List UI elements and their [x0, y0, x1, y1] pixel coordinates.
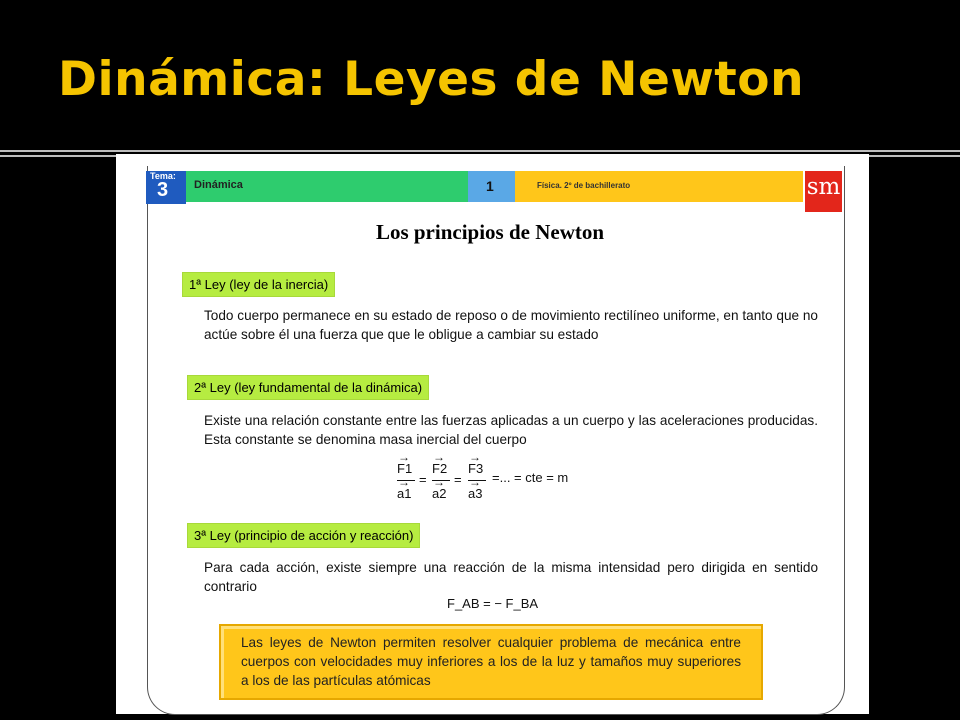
- course-label: Física. 2º de bachillerato: [537, 181, 631, 190]
- equals-2: =: [454, 472, 462, 487]
- note-text: Las leyes de Newton permiten resolver cualquier problema de mecánica entre cuerpos con velocidades muy inferiores a los de la luz y tamaños muy superiores a los de las partículas atómicas: [241, 635, 741, 688]
- accel-1-label: a1: [397, 486, 412, 501]
- frac-1: [397, 450, 417, 476]
- third-law-equation: F_AB = − F_BA: [447, 596, 539, 611]
- force-2: → F2: [432, 450, 448, 476]
- law-1-title: 1ª Ley (ley de la inercia): [182, 272, 335, 297]
- page-number: 1: [486, 178, 494, 194]
- law-2-text: Existe una relación constante entre las fuerzas aplicadas a un cuerpo y las aceleraciones producidas. Esta constante se denomina masa inercial del cuerpo: [204, 413, 818, 447]
- law-3-title: 3ª Ley (principio de acción y reacción): [187, 523, 420, 548]
- equals-1: =: [419, 472, 427, 487]
- tema-badge: [146, 171, 186, 204]
- force-1-label: F1: [397, 461, 413, 476]
- force-3-label: F3: [468, 461, 484, 476]
- force-1: → F1: [397, 450, 413, 476]
- section-bar: [186, 171, 468, 202]
- accel-1: → a1: [397, 475, 412, 501]
- law-2-title: 2ª Ley (ley fundamental de la dinámica): [187, 375, 429, 400]
- law-3-text: Para cada acción, existe siempre una reacción de la misma intensidad pero dirigida en sentido contrario: [204, 560, 818, 594]
- accel-2-label: a2: [432, 486, 447, 501]
- section-title: Dinámica: [194, 179, 243, 191]
- accel-3-label: a3: [468, 486, 483, 501]
- title-divider: [0, 150, 960, 152]
- accel-3: → a3: [468, 475, 483, 501]
- course-bar: [515, 171, 803, 202]
- force-3: → F3: [468, 450, 484, 476]
- equation-tail: =... = cte = m: [492, 470, 569, 485]
- page-heading: Los principios de Newton: [375, 220, 605, 244]
- sm-logo: sm: [805, 171, 842, 212]
- force-2-label: F2: [432, 461, 448, 476]
- slide-title: Dinámica: Leyes de Newton: [58, 52, 805, 107]
- note-box: [219, 624, 763, 700]
- law-1-text: Todo cuerpo permanece en su estado de reposo o de movimiento rectilíneo uniforme, en tanto que no actúe sobre él una fuerza que que le obligue a cambiar su estado: [204, 308, 818, 342]
- page-number-box: [468, 171, 515, 202]
- accel-2: → a2: [432, 475, 447, 501]
- tema-number: 3: [157, 179, 169, 201]
- tema-label: Tema:: [150, 171, 176, 181]
